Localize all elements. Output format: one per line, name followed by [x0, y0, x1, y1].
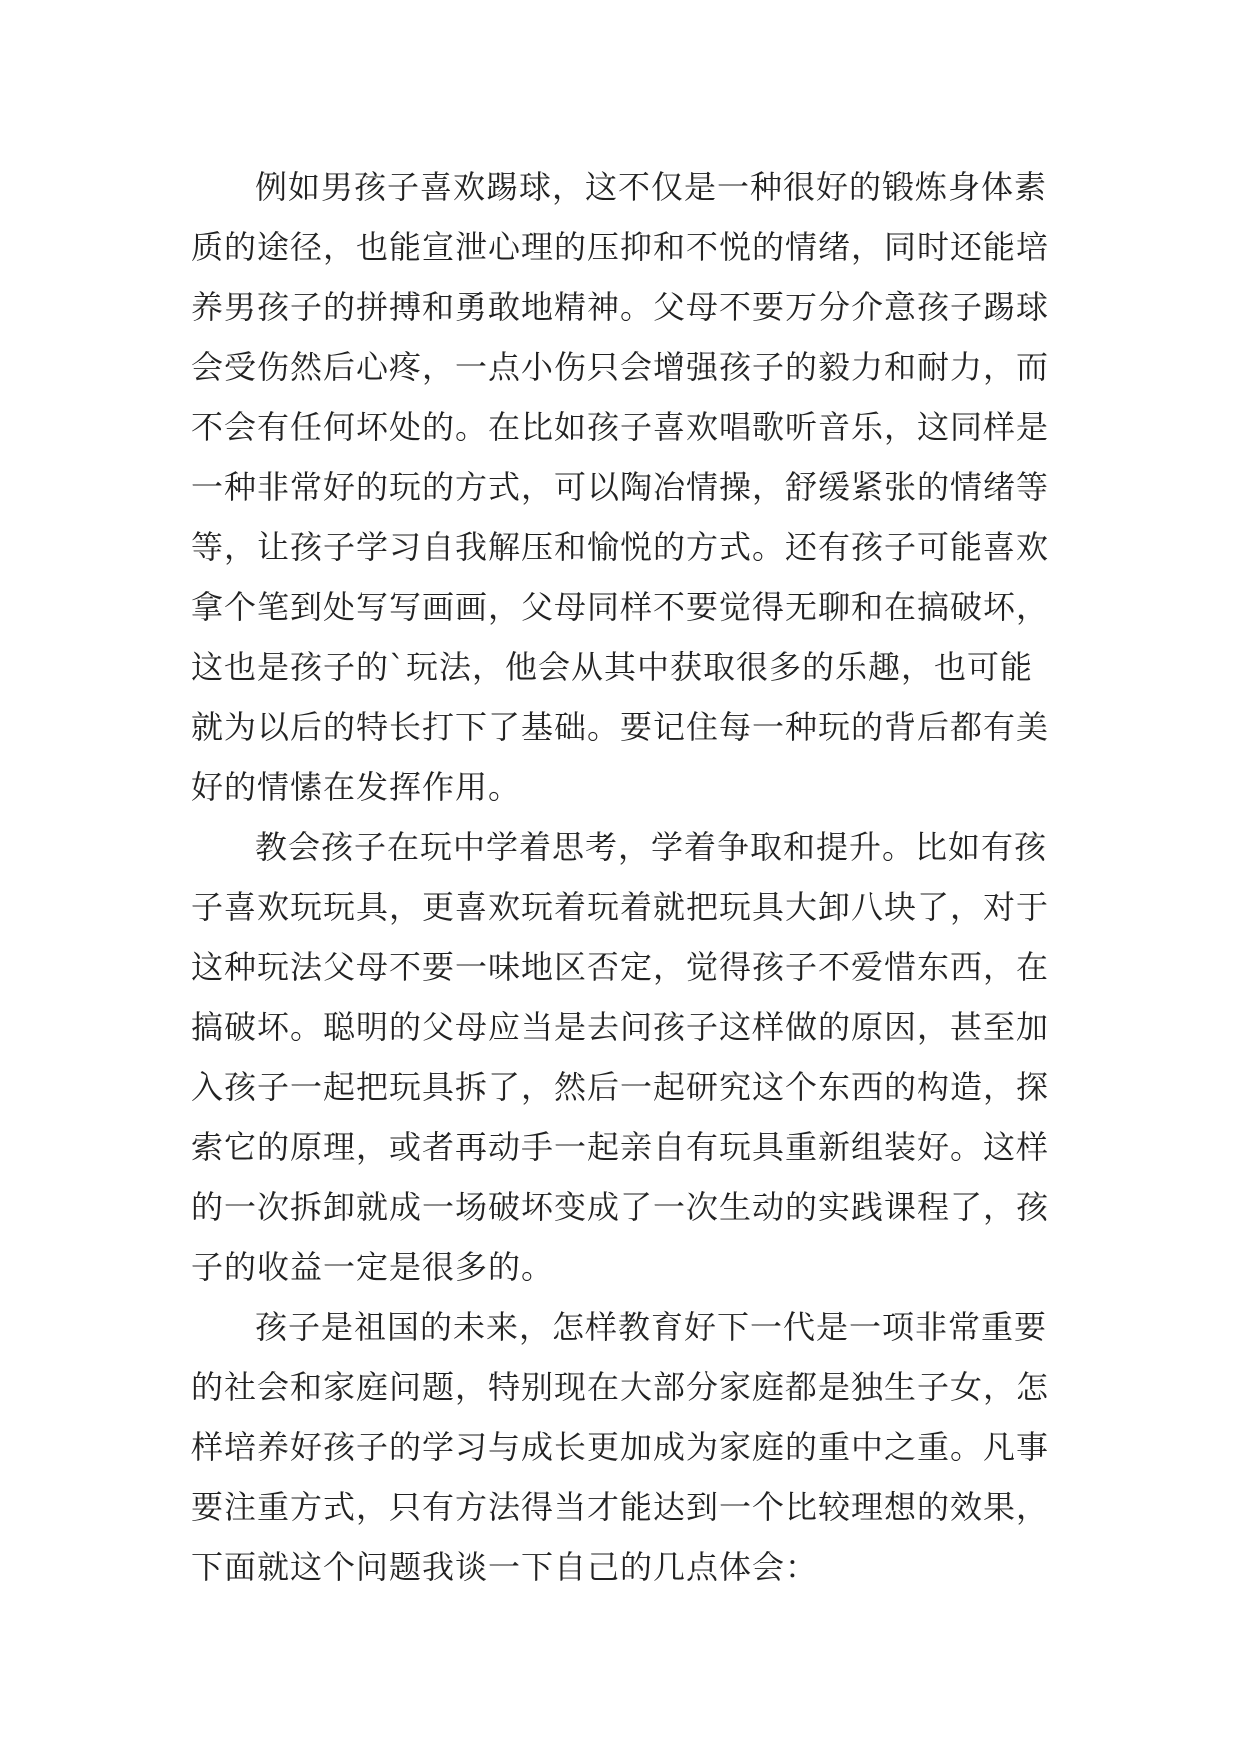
- text-line: 搞破坏。聪明的父母应当是去问孩子这样做的原因，甚至加: [191, 1008, 1050, 1046]
- text-line: 样培养好孩子的学习与成长更加成为家庭的重中之重。凡事: [191, 1428, 1050, 1466]
- text-line: 入孩子一起把玩具拆了，然后一起研究这个东西的构造，探: [191, 1068, 1050, 1106]
- text-line: 拿个笔到处写写画画，父母同样不要觉得无聊和在搞破坏，: [191, 588, 1050, 626]
- text-line: 索它的原理，或者再动手一起亲自有玩具重新组装好。这样: [191, 1128, 1050, 1166]
- text-line: 好的情愫在发挥作用。: [191, 768, 522, 806]
- text-line: 要注重方式，只有方法得当才能达到一个比较理想的效果，: [191, 1488, 1050, 1526]
- paragraph-1: [191, 157, 1051, 817]
- text-line: 子喜欢玩玩具，更喜欢玩着玩着就把玩具大卸八块了，对于: [191, 888, 1050, 926]
- text-line: 一种非常好的玩的方式，可以陶冶情操，舒缓紧张的情绪等: [191, 468, 1050, 506]
- text-line: 的一次拆卸就成一场破坏变成了一次生动的实践课程了，孩: [191, 1188, 1050, 1226]
- text-line: 就为以后的特长打下了基础。要记住每一种玩的背后都有美: [191, 708, 1050, 746]
- text-line: 教会孩子在玩中学着思考，学着争取和提升。比如有孩: [255, 828, 1048, 866]
- paragraph-3: [191, 1297, 1051, 1597]
- paragraph-2: [191, 817, 1051, 1297]
- text-line: 下面就这个问题我谈一下自己的几点体会：: [191, 1548, 819, 1586]
- text-line: 不会有任何坏处的。在比如孩子喜欢唱歌听音乐，这同样是: [191, 408, 1050, 446]
- text-line: 的社会和家庭问题，特别现在大部分家庭都是独生子女，怎: [191, 1368, 1050, 1406]
- text-line: 等，让孩子学习自我解压和愉悦的方式。还有孩子可能喜欢: [191, 528, 1050, 566]
- text-line: 养男孩子的拼搏和勇敢地精神。父母不要万分介意孩子踢球: [191, 288, 1050, 326]
- text-line: 会受伤然后心疼，一点小伤只会增强孩子的毅力和耐力，而: [191, 348, 1050, 386]
- text-line: 质的途径，也能宣泄心理的压抑和不悦的情绪，同时还能培: [191, 228, 1050, 266]
- text-line: 孩子是祖国的未来，怎样教育好下一代是一项非常重要: [255, 1308, 1048, 1346]
- body-text: [191, 157, 1051, 1597]
- text-line: 这也是孩子的`玩法，他会从其中获取很多的乐趣，也可能: [191, 648, 1034, 686]
- text-line: 这种玩法父母不要一味地区否定，觉得孩子不爱惜东西，在: [191, 948, 1050, 986]
- text-line: 子的收益一定是很多的。: [191, 1248, 555, 1286]
- text-line: 例如男孩子喜欢踢球，这不仅是一种很好的锻炼身体素: [255, 168, 1048, 206]
